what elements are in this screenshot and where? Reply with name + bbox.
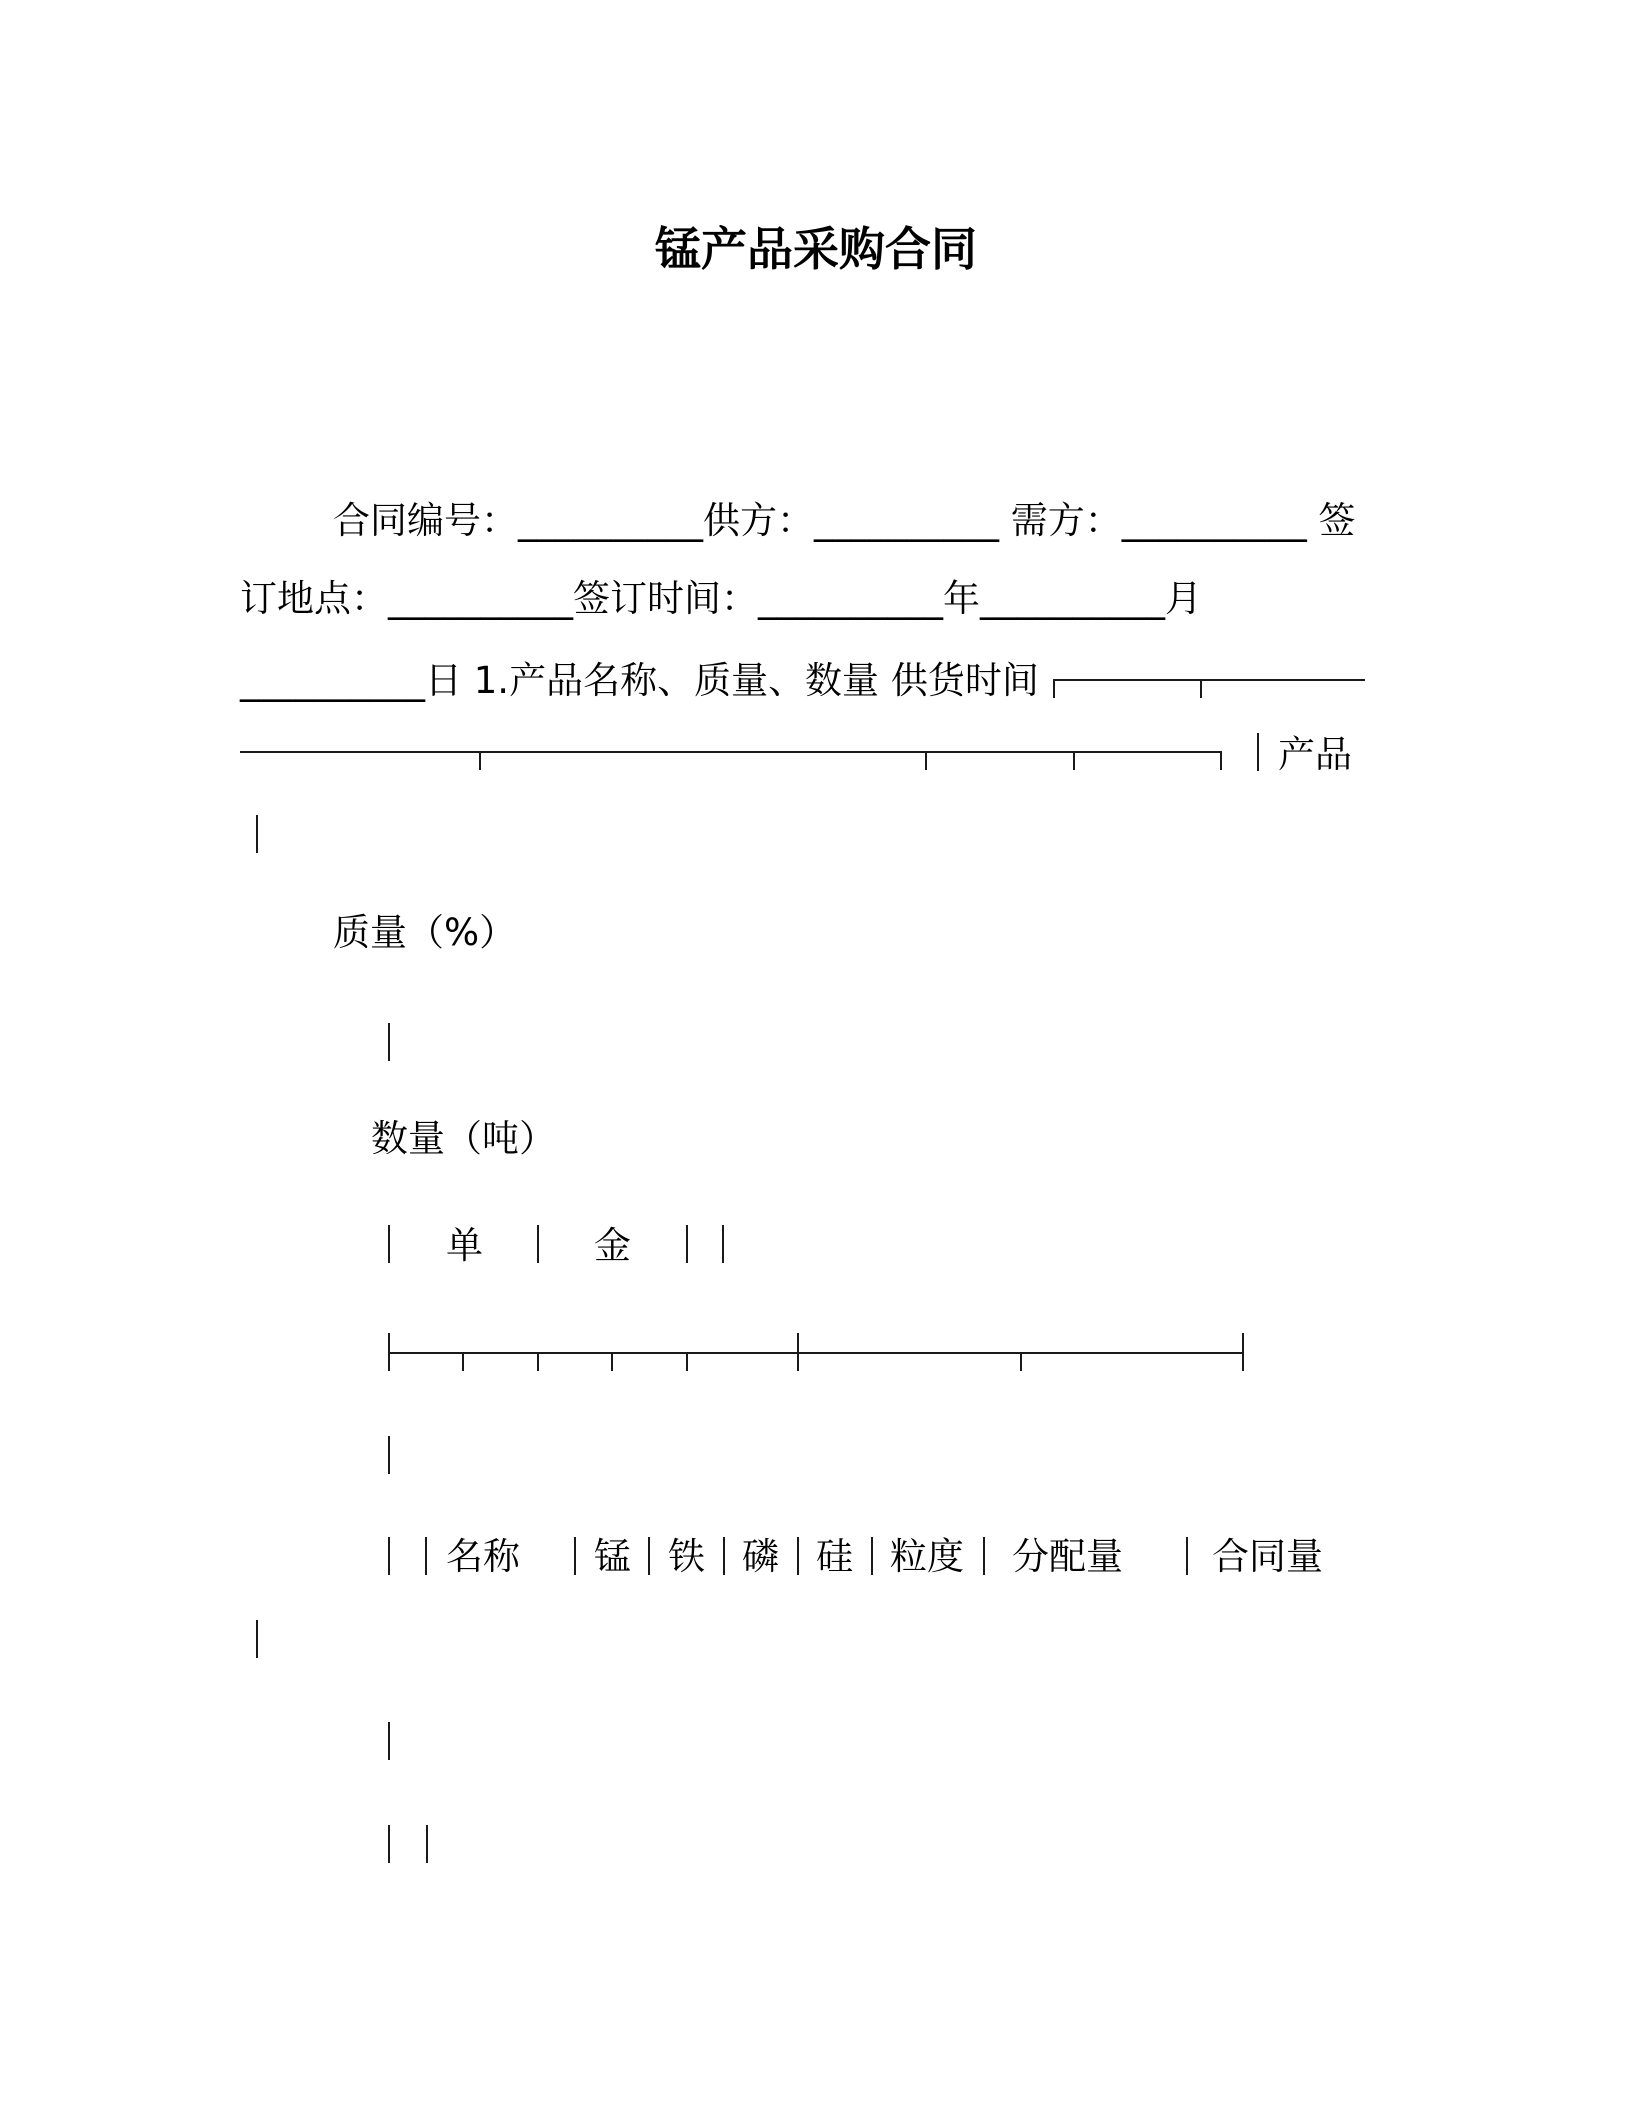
quantity-label: 数量（吨） <box>371 1117 556 1160</box>
table-separator <box>388 1225 390 1263</box>
table-tick <box>1020 1352 1022 1371</box>
table-tick <box>388 1333 390 1371</box>
table-separator <box>686 1225 688 1263</box>
table-separator <box>1186 1537 1188 1575</box>
table-border-top <box>1053 679 1365 681</box>
contract-header-line-1: 合同编号：__________供方：__________ 需方：__________ 签 <box>333 499 1356 542</box>
table-tick <box>537 1352 539 1371</box>
table-separator <box>1257 733 1259 771</box>
table-separator <box>797 1537 799 1575</box>
amount-char: 金 <box>594 1224 631 1267</box>
table-tick <box>1200 679 1202 698</box>
table-tick <box>686 1352 688 1371</box>
table-tick <box>462 1352 464 1371</box>
table-separator <box>722 1225 724 1263</box>
table-tick <box>1242 1333 1244 1371</box>
product-label: 产品 <box>1278 733 1352 776</box>
table-tick <box>797 1333 799 1371</box>
table-separator <box>537 1225 539 1263</box>
column-si: 硅 <box>816 1535 853 1578</box>
table-separator <box>388 1436 390 1474</box>
column-mn: 锰 <box>594 1535 631 1578</box>
column-allocation: 分配量 <box>1012 1535 1123 1578</box>
table-separator <box>256 815 258 853</box>
contract-header-line-2: 订地点：__________签订时间：__________年__________月 <box>240 577 1202 620</box>
table-border-mid <box>388 1352 1244 1354</box>
table-separator <box>426 1825 428 1863</box>
quality-label: 质量（%） <box>333 911 517 954</box>
table-separator <box>388 1722 390 1760</box>
column-contract-qty: 合同量 <box>1212 1535 1323 1578</box>
table-separator <box>388 1023 390 1061</box>
contract-header-line-3: __________日 1.产品名称、质量、数量 供货时间 <box>240 659 1039 702</box>
column-fe: 铁 <box>668 1535 705 1578</box>
page-title: 锰产品采购合同 <box>655 222 977 276</box>
column-p: 磷 <box>742 1535 779 1578</box>
table-tick <box>611 1352 613 1371</box>
table-separator <box>425 1537 427 1575</box>
table-tick <box>925 751 927 770</box>
table-separator <box>256 1620 258 1658</box>
table-separator <box>574 1537 576 1575</box>
table-separator <box>723 1537 725 1575</box>
table-separator <box>388 1825 390 1863</box>
table-tick <box>1053 679 1055 698</box>
table-separator <box>648 1537 650 1575</box>
column-name: 名称 <box>446 1535 520 1578</box>
unit-price-char: 单 <box>446 1224 483 1267</box>
table-tick <box>479 751 481 770</box>
table-separator <box>871 1537 873 1575</box>
table-separator <box>388 1537 390 1575</box>
column-size: 粒度 <box>890 1535 964 1578</box>
table-tick <box>1220 751 1222 770</box>
table-tick <box>1073 751 1075 770</box>
table-separator <box>983 1537 985 1575</box>
